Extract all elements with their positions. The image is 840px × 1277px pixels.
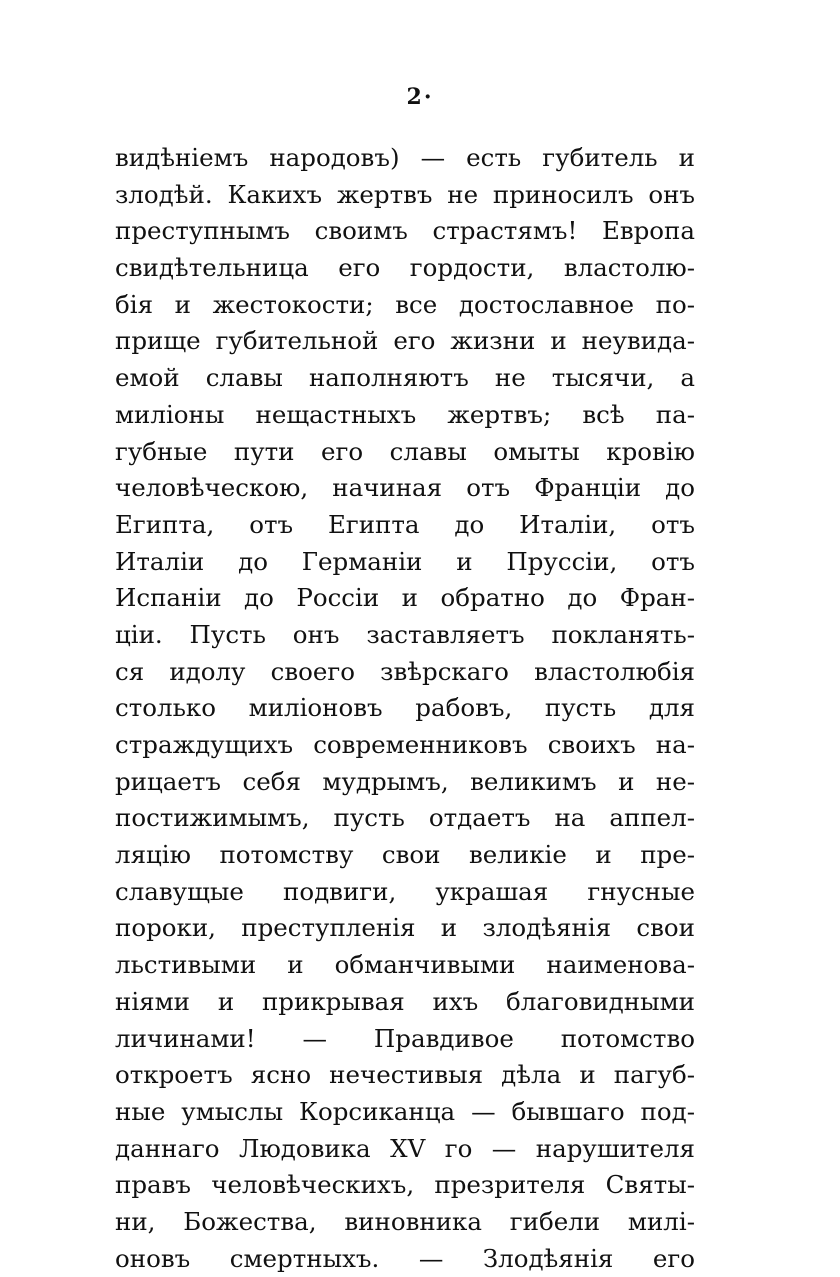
text-line: оновъ смертныхъ. — Злодѣянія его: [115, 1243, 695, 1273]
text-line: ся идолу своего звѣрскаго властолюбія: [115, 656, 695, 686]
text-line: бія и жестокости; все достославное по-: [115, 289, 695, 319]
text-line: губные пути его славы омыты кровію: [115, 436, 695, 466]
text-line: ніями и прикрывая ихъ благовидными: [115, 986, 695, 1016]
text-line: миліоны нещастныхъ жертвъ; всѣ па-: [115, 399, 695, 429]
text-line: ціи. Пусть онъ заставляетъ покланять-: [115, 619, 695, 649]
text-line: емой славы наполняютъ не тысячи, а: [115, 363, 695, 393]
text-line: Испаніи до Россіи и обратно до Фран-: [115, 583, 695, 613]
text-line: правъ человѣческихъ, презрителя Святы-: [115, 1170, 695, 1200]
text-line: Италіи до Германіи и Пруссіи, отъ: [115, 546, 695, 576]
text-line: человѣческою, начиная отъ Франціи до: [115, 473, 695, 503]
text-line: страждущихъ современниковъ своихъ на-: [115, 730, 695, 759]
text-line: славущые подвиги, украшая гнусные: [115, 876, 695, 906]
text-line: Египта, отъ Египта до Италіи, отъ: [115, 509, 695, 539]
text-line: ни, Божества, виновника гибели милі-: [115, 1206, 695, 1236]
text-line: злодѣй. Какихъ жертвъ не приносилъ онъ: [115, 179, 695, 209]
text-line: ные умыслы Корсиканца — бывшаго под-: [115, 1096, 695, 1126]
text-line: преступнымъ своимъ страстямъ! Европа: [115, 216, 695, 246]
text-line: ляцію потомству свои великіе и пре-: [115, 840, 695, 870]
text-line: постижимымъ, пусть отдаетъ на аппел-: [115, 803, 695, 833]
page-number: 2·: [406, 84, 434, 110]
text-line: столько миліоновъ рабовъ, пусть для: [115, 693, 695, 723]
text-line: пороки, преступленія и злодѣянія свои: [115, 913, 695, 943]
text-line: льстивыми и обманчивыми наименова-: [115, 950, 695, 980]
text-line: откроетъ ясно нечестивыя дѣла и пагуб-: [115, 1060, 695, 1090]
text-line: свидѣтельница его гордости, властолю-: [115, 253, 695, 283]
body-text: [115, 140, 695, 1277]
text-line: даннаго Людовика XV го — нарушителя: [115, 1133, 695, 1163]
text-line: личинами! — Правдивое потомство: [115, 1023, 695, 1053]
text-line: рицаетъ себя мудрымъ, великимъ и не-: [115, 766, 695, 796]
text-line: прище губительной его жизни и неувида-: [115, 326, 695, 356]
text-line: видѣніемъ народовъ) — есть губитель и: [115, 143, 695, 172]
